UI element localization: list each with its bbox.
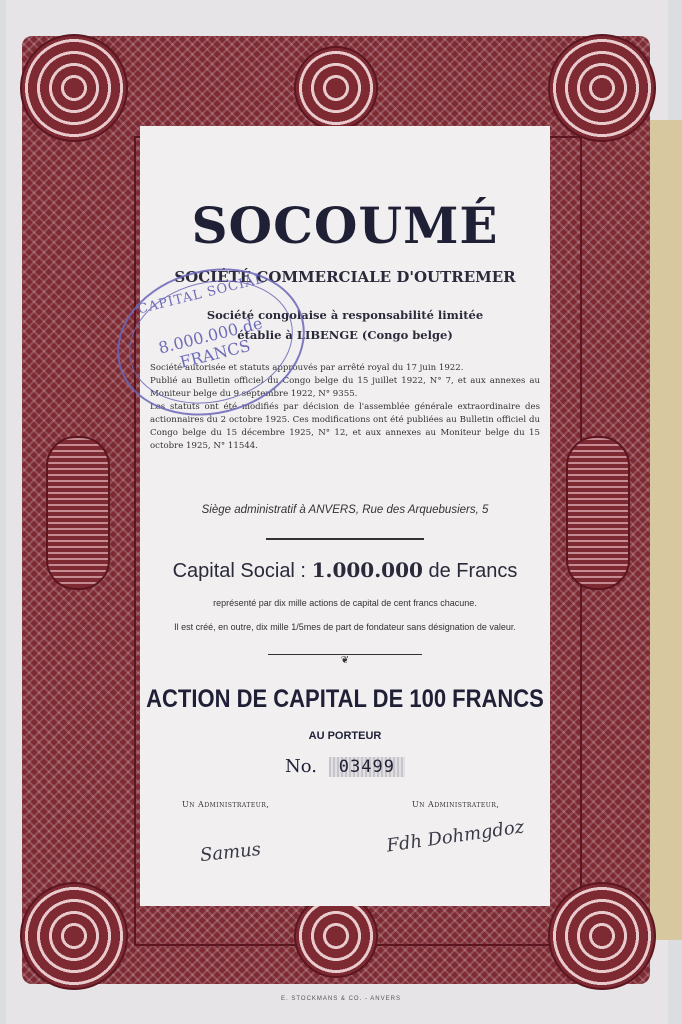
left-administrator-label: Un Administrateur, bbox=[182, 800, 270, 809]
left-oval-panel bbox=[46, 436, 110, 590]
share-title: ACTION DE CAPITAL DE 100 FRANCS bbox=[146, 684, 544, 713]
right-signature: Fdh Dohmgdoz bbox=[385, 816, 526, 857]
ornament-divider: ❦ bbox=[268, 654, 422, 667]
capital-represented: représenté par dix mille actions de capital de cent francs chacune. bbox=[213, 598, 477, 608]
share-number-row bbox=[140, 756, 550, 777]
right-administrator-label: Un Administrateur, bbox=[412, 800, 500, 809]
right-oval-panel bbox=[566, 436, 630, 590]
certificate-text-area bbox=[140, 126, 550, 906]
statutes-line-2: Publié au Bulletin officiel du Congo belge du 15 juillet 1922, N° 7, et aux annexes au Moniteur belge du 9 septembre 1922, N° 9355. bbox=[150, 376, 540, 399]
divider-rule bbox=[266, 538, 424, 540]
founder-shares-note: Il est créé, en outre, dix mille 1/5mes de part de fondateur sans désignation de valeur. bbox=[174, 622, 516, 632]
number-label: No. bbox=[285, 756, 318, 777]
top-center-rosette bbox=[294, 46, 378, 130]
statutes-line-3: Les statuts ont été modifiés par décision de l'assemblée générale extraordinaire des actionnaires du 2 octobre 1925. Ces modifications ont été publiées au Bulletin officiel du Congo belge du 15 décembre 1925, N° 12, et aux annexes au Moniteur belge du 15 octobre 1925, N° 11544. bbox=[150, 402, 540, 451]
share-number: 03499 bbox=[329, 757, 405, 777]
company-location: établie à LIBENGE (Congo belge) bbox=[237, 328, 453, 342]
corner-rosette-bottom-right bbox=[548, 882, 656, 990]
company-full-name: SOCIÉTÉ COMMERCIALE D'OUTREMER bbox=[174, 268, 516, 286]
corner-rosette-bottom-left bbox=[20, 882, 128, 990]
stamp-amount-text: 8.000.000 de FRANCS bbox=[156, 313, 265, 372]
bottom-center-rosette bbox=[294, 894, 378, 978]
capital-amount: 1.000.000 bbox=[311, 558, 423, 582]
capital-prefix: Capital Social : bbox=[172, 560, 306, 582]
legal-form: Société congolaise à responsabilité limitée bbox=[206, 308, 484, 322]
corner-rosette-top-right bbox=[548, 34, 656, 142]
capital-suffix: de Francs bbox=[428, 560, 518, 582]
bearer-label: AU PORTEUR bbox=[308, 730, 382, 742]
share-capital bbox=[140, 558, 550, 583]
printer-credit: E. STOCKMANS & CO. - ANVERS bbox=[281, 996, 401, 1002]
statutes-line-1: Société autorisée et statuts approuvés par arrêté royal du 17 juin 1922. bbox=[150, 363, 464, 373]
left-signature: Samus bbox=[199, 838, 262, 867]
company-name: SOCOUMÉ bbox=[191, 196, 499, 255]
corner-rosette-top-left bbox=[20, 34, 128, 142]
registered-seat: Siège administratif à ANVERS, Rue des Arquebusiers, 5 bbox=[201, 504, 489, 516]
stamp-top-text: CAPITAL SOCIAL bbox=[136, 271, 267, 318]
